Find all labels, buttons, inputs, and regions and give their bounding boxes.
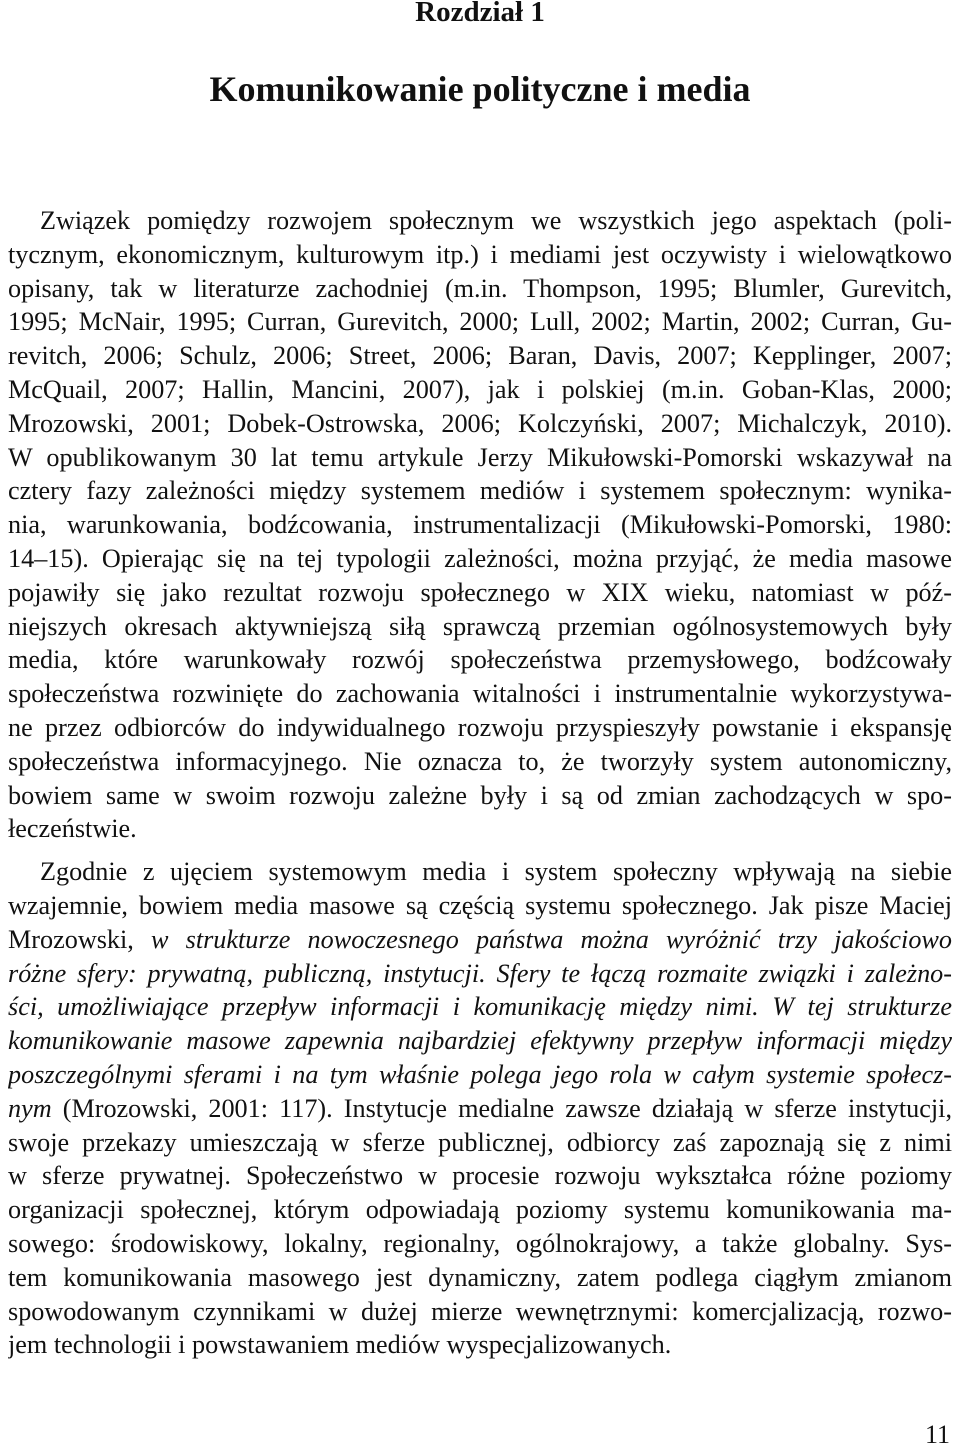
text-segment: pojawiły się jako rezultat rozwoju społecznego w XIX wieku, natomiast w póź- [8,577,952,607]
text-segment: społeczeństwa informacyjnego. Nie oznacza to, że tworzyły system autonomiczny, [8,746,952,776]
text-segment: 14–15). Opierając się na tej typologii zależności, można przyjąć, że media masowe [8,543,952,573]
text-segment: Związek pomiędzy rozwojem społecznym we wszystkich jego aspektach (poli- [40,206,952,235]
text-line [8,711,952,745]
text-line [8,576,952,610]
text-segment: łeczeństwie. [8,814,137,844]
text-segment: tycznym, ekonomicznym, kulturowym itp.) i mediami jest oczywisty i wielowątkowo [8,239,952,269]
text-line [8,339,952,373]
text-segment: revitch, 2006; Schulz, 2006; Street, 2006; Baran, Davis, 2007; Kepplinger, 2007; [8,341,952,371]
text-segment: swoje przekazy umieszczają w sferze publicznej, odbiorcy zaś zapoznają się z nimi [8,1127,952,1157]
text-line [8,272,952,306]
text-line [8,1295,952,1329]
text-segment: Zgodnie z ujęciem systemowym media i system społeczny wpływają na siebie [40,857,952,887]
text-segment: (Mrozowski, 2001: 117). Instytucje medialne zawsze działają w sferze instytucji, [51,1093,952,1123]
text-segment: spowodowanym czynnikami w dużej mierze wewnętrznymi: komercjalizacją, rozwo- [8,1296,952,1326]
paragraph-gap [8,846,952,855]
italic-quote-segment: w strukturze nowoczesnego państwa można wyróżnić trzy jakościowo [151,924,952,954]
text-segment: Mrozowski, 2001; Dobek-Ostrowska, 2006; Kolczyński, 2007; Michalczyk, 2010). [8,408,952,438]
text-line [8,812,952,846]
text-segment: ne przez odbiorców do indywidualnego rozwoju przyspieszyły powstanie i ekspansję [8,712,952,742]
text-line [8,238,952,272]
text-line [8,474,952,508]
text-line [8,1261,952,1295]
text-line [8,779,952,813]
text-line [8,407,952,441]
text-segment: bowiem same w swoim rozwoju zależne były i są od zmian zachodzących w spo- [8,780,952,810]
text-segment: tem komunikowania masowego jest dynamiczny, zatem podlega ciągłym zmianom [8,1262,952,1292]
italic-quote-segment: nym [8,1093,52,1123]
text-line [8,745,952,779]
text-segment: jem technologii i powstawaniem mediów wyspecjalizowanych. [8,1330,672,1360]
italic-quote-segment: ści, umożliwiające przepływ informacji i komunikację między nimi. W tej strukturze [8,992,952,1022]
text-line [8,1159,952,1193]
text-line [8,204,952,238]
paragraph [8,204,952,846]
italic-quote-segment: komunikowanie masowe zapewnia najbardziej efektywny przepływ informacji między [8,1026,952,1056]
text-line [8,957,952,991]
text-line [8,889,952,923]
text-line [8,1058,952,1092]
text-line [8,610,952,644]
text-segment: Mrozowski, [8,924,151,954]
chapter-label: Rozdział 1 [415,0,545,28]
text-segment: cztery fazy zależności między systemem mediów i systemem społecznym: wynika- [8,476,952,506]
body-text [8,204,952,1362]
text-segment: wzajemnie, bowiem media masowe są częścią systemu społecznego. Jak pisze Maciej [8,890,952,920]
text-line [8,643,952,677]
text-line [8,305,952,339]
text-line [8,990,952,1024]
text-segment: nia, warunkowania, bodźcowania, instrumentalizacji (Mikułowski-Pomorski, 1980: [8,510,952,540]
text-segment: w sferze prywatnej. Społeczeństwo w procesie rozwoju wykształca różne poziomy [8,1161,952,1191]
italic-quote-segment: różne sfery: prywatną, publiczną, instytucji. Sfery te łączą rozmaite związki i zależno- [8,958,952,988]
text-line [8,1193,952,1227]
text-line [8,441,952,475]
text-line [8,677,952,711]
chapter-title: Komunikowanie polityczne i media [209,69,751,109]
text-line [8,855,952,889]
text-segment: W opublikowanym 30 lat temu artykule Jerzy Mikułowski-Pomorski wskazywał na [8,442,952,472]
text-segment: media, które warunkowały rozwój społeczeństwa przemysłowego, bodźcowały [8,645,952,675]
text-segment: opisany, tak w literaturze zachodniej (m.in. Thompson, 1995; Blumler, Gurevitch, [8,273,952,303]
text-line [8,1126,952,1160]
text-line [8,508,952,542]
text-segment: sowego: środowiskowy, lokalny, regionalny, ogólnokrajowy, a także globalny. Sys- [8,1228,952,1258]
paragraph [8,855,952,1362]
text-segment: 1995; McNair, 1995; Curran, Gurevitch, 2000; Lull, 2002; Martin, 2002; Curran, Gu- [8,307,952,337]
italic-quote-segment: poszczególnymi sferami i na tym właśnie polega jego rola w całym systemie społecz- [8,1059,952,1089]
text-segment: społeczeństwa rozwinięte do zachowania witalności i instrumentalnie wykorzystywa- [8,679,952,709]
page-number: 11 [924,1420,950,1449]
text-segment: McQuail, 2007; Hallin, Mancini, 2007), jak i polskiej (m.in. Goban-Klas, 2000; [8,374,952,404]
text-line [8,923,952,957]
text-segment: organizacji społecznej, którym odpowiadają poziomy systemu komunikowania ma- [8,1195,952,1225]
text-line [8,373,952,407]
text-segment: niejszych okresach aktywniejszą siłą sprawczą przemian ogólnosystemowych były [8,611,952,641]
text-line [8,1024,952,1058]
text-line [8,1092,952,1126]
text-line [8,542,952,576]
text-line [8,1328,952,1362]
text-line [8,1227,952,1261]
